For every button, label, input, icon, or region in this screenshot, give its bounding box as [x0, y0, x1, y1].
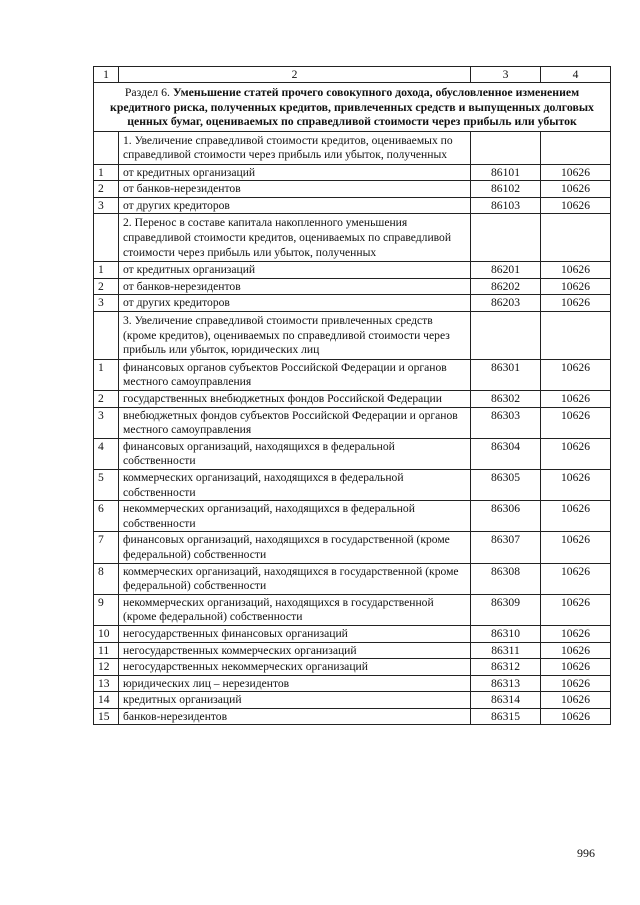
- account-name: от других кредиторов: [119, 295, 471, 312]
- table-row: [94, 563, 611, 594]
- group-heading-row: [94, 214, 611, 262]
- account-name: финансовых организаций, находящихся в федеральной собственности: [119, 438, 471, 469]
- row-number: 9: [94, 594, 119, 625]
- group-heading: 1. Увеличение справедливой стоимости кредитов, оцениваемых по справедливой стоимости через прибыль или убыток, полученных: [119, 131, 471, 164]
- empty-cell: [471, 214, 541, 262]
- symbol-code: 10626: [541, 359, 611, 390]
- column-number: 1: [94, 67, 119, 83]
- symbol-code: 10626: [541, 563, 611, 594]
- symbol-code: 10626: [541, 295, 611, 312]
- empty-cell: [471, 312, 541, 360]
- empty-cell: [541, 131, 611, 164]
- account-name: кредитных организаций: [119, 692, 471, 709]
- empty-cell: [94, 312, 119, 360]
- accounts-table: [93, 66, 611, 725]
- symbol-code: 10626: [541, 197, 611, 214]
- section-prefix: Раздел 6.: [124, 85, 173, 99]
- symbol-code: 10626: [541, 164, 611, 181]
- row-number: 12: [94, 659, 119, 676]
- column-number: 2: [119, 67, 471, 83]
- account-name: банков-нерезидентов: [119, 708, 471, 725]
- symbol-code: 10626: [541, 594, 611, 625]
- section-heading: Уменьшение статей прочего совокупного дохода, обусловленное изменением кредитного риска, полученных кредитов, привлеченных средств и выпущенных долговых ценных бумаг, оцениваемых по справедливой стоимости через прибыль или убыток: [110, 85, 594, 128]
- account-code: 86102: [471, 181, 541, 198]
- account-code: 86302: [471, 391, 541, 408]
- table-row: [94, 708, 611, 725]
- row-number: 3: [94, 295, 119, 312]
- column-number: 3: [471, 67, 541, 83]
- row-number: 3: [94, 407, 119, 438]
- account-code: 86310: [471, 625, 541, 642]
- symbol-code: 10626: [541, 181, 611, 198]
- symbol-code: 10626: [541, 692, 611, 709]
- account-code: 86303: [471, 407, 541, 438]
- account-code: 86309: [471, 594, 541, 625]
- table-row: [94, 181, 611, 198]
- account-code: 86203: [471, 295, 541, 312]
- row-number: 3: [94, 197, 119, 214]
- row-number: 1: [94, 164, 119, 181]
- table-row: [94, 469, 611, 500]
- account-code: 86201: [471, 262, 541, 279]
- empty-cell: [541, 312, 611, 360]
- account-name: внебюджетных фондов субъектов Российской Федерации и органов местного самоуправления: [119, 407, 471, 438]
- account-code: 86301: [471, 359, 541, 390]
- row-number: 4: [94, 438, 119, 469]
- account-name: негосударственных финансовых организаций: [119, 625, 471, 642]
- account-code: 86314: [471, 692, 541, 709]
- account-code: 86311: [471, 642, 541, 659]
- column-number: 4: [541, 67, 611, 83]
- account-code: 86306: [471, 501, 541, 532]
- table-row: [94, 642, 611, 659]
- table-row: [94, 407, 611, 438]
- table-row: [94, 659, 611, 676]
- symbol-code: 10626: [541, 407, 611, 438]
- symbol-code: 10626: [541, 625, 611, 642]
- symbol-code: 10626: [541, 708, 611, 725]
- section-title: [94, 83, 611, 132]
- account-code: 86101: [471, 164, 541, 181]
- group-heading: 3. Увеличение справедливой стоимости привлеченных средств (кроме кредитов), оцениваемых по справедливой стоимости через прибыль или убыток, юридических лиц: [119, 312, 471, 360]
- row-number: 14: [94, 692, 119, 709]
- table-row: [94, 501, 611, 532]
- account-name: финансовых организаций, находящихся в государственной (кроме федеральной) собственности: [119, 532, 471, 563]
- symbol-code: 10626: [541, 532, 611, 563]
- account-code: 86304: [471, 438, 541, 469]
- row-number: 7: [94, 532, 119, 563]
- account-name: некоммерческих организаций, находящихся в государственной (кроме федеральной) собственности: [119, 594, 471, 625]
- row-number: 2: [94, 278, 119, 295]
- group-heading-row: [94, 131, 611, 164]
- row-number: 2: [94, 391, 119, 408]
- account-name: негосударственных некоммерческих организаций: [119, 659, 471, 676]
- table-row: [94, 675, 611, 692]
- empty-cell: [94, 214, 119, 262]
- table-row: [94, 278, 611, 295]
- row-number: 1: [94, 359, 119, 390]
- table-row: [94, 692, 611, 709]
- account-name: коммерческих организаций, находящихся в государственной (кроме федеральной) собственности: [119, 563, 471, 594]
- account-code: 86315: [471, 708, 541, 725]
- account-name: от банков-нерезидентов: [119, 278, 471, 295]
- account-code: 86312: [471, 659, 541, 676]
- row-number: 15: [94, 708, 119, 725]
- account-code: 86308: [471, 563, 541, 594]
- account-name: от кредитных организаций: [119, 262, 471, 279]
- group-heading: 2. Перенос в составе капитала накопленного уменьшения справедливой стоимости кредитов, оцениваемых по справедливой стоимости через прибыль или убыток, полученных: [119, 214, 471, 262]
- table-row: [94, 625, 611, 642]
- row-number: 13: [94, 675, 119, 692]
- empty-cell: [94, 131, 119, 164]
- row-number: 10: [94, 625, 119, 642]
- account-name: финансовых органов субъектов Российской Федерации и органов местного самоуправления: [119, 359, 471, 390]
- account-name: негосударственных коммерческих организаций: [119, 642, 471, 659]
- row-number: 2: [94, 181, 119, 198]
- account-code: 86307: [471, 532, 541, 563]
- symbol-code: 10626: [541, 675, 611, 692]
- account-code: 86202: [471, 278, 541, 295]
- group-heading-row: [94, 312, 611, 360]
- account-code: 86103: [471, 197, 541, 214]
- table-row: [94, 594, 611, 625]
- table-row: [94, 532, 611, 563]
- section-title-row: [94, 83, 611, 132]
- table-row: [94, 197, 611, 214]
- symbol-code: 10626: [541, 501, 611, 532]
- account-name: от кредитных организаций: [119, 164, 471, 181]
- account-name: государственных внебюджетных фондов Российской Федерации: [119, 391, 471, 408]
- account-code: 86305: [471, 469, 541, 500]
- account-name: юридических лиц – нерезидентов: [119, 675, 471, 692]
- row-number: 5: [94, 469, 119, 500]
- table-row: [94, 438, 611, 469]
- table-row: [94, 391, 611, 408]
- symbol-code: 10626: [541, 469, 611, 500]
- account-name: коммерческих организаций, находящихся в федеральной собственности: [119, 469, 471, 500]
- table-row: [94, 262, 611, 279]
- column-numbers-row: [94, 67, 611, 83]
- row-number: 1: [94, 262, 119, 279]
- table-row: [94, 359, 611, 390]
- symbol-code: 10626: [541, 438, 611, 469]
- empty-cell: [471, 131, 541, 164]
- symbol-code: 10626: [541, 659, 611, 676]
- symbol-code: 10626: [541, 642, 611, 659]
- symbol-code: 10626: [541, 391, 611, 408]
- table-row: [94, 295, 611, 312]
- row-number: 6: [94, 501, 119, 532]
- account-name: от банков-нерезидентов: [119, 181, 471, 198]
- account-code: 86313: [471, 675, 541, 692]
- account-name: от других кредиторов: [119, 197, 471, 214]
- table-row: [94, 164, 611, 181]
- symbol-code: 10626: [541, 262, 611, 279]
- symbol-code: 10626: [541, 278, 611, 295]
- row-number: 11: [94, 642, 119, 659]
- empty-cell: [541, 214, 611, 262]
- accounts-table-body: [94, 67, 611, 725]
- row-number: 8: [94, 563, 119, 594]
- account-name: некоммерческих организаций, находящихся в федеральной собственности: [119, 501, 471, 532]
- page-number: 996: [577, 846, 595, 860]
